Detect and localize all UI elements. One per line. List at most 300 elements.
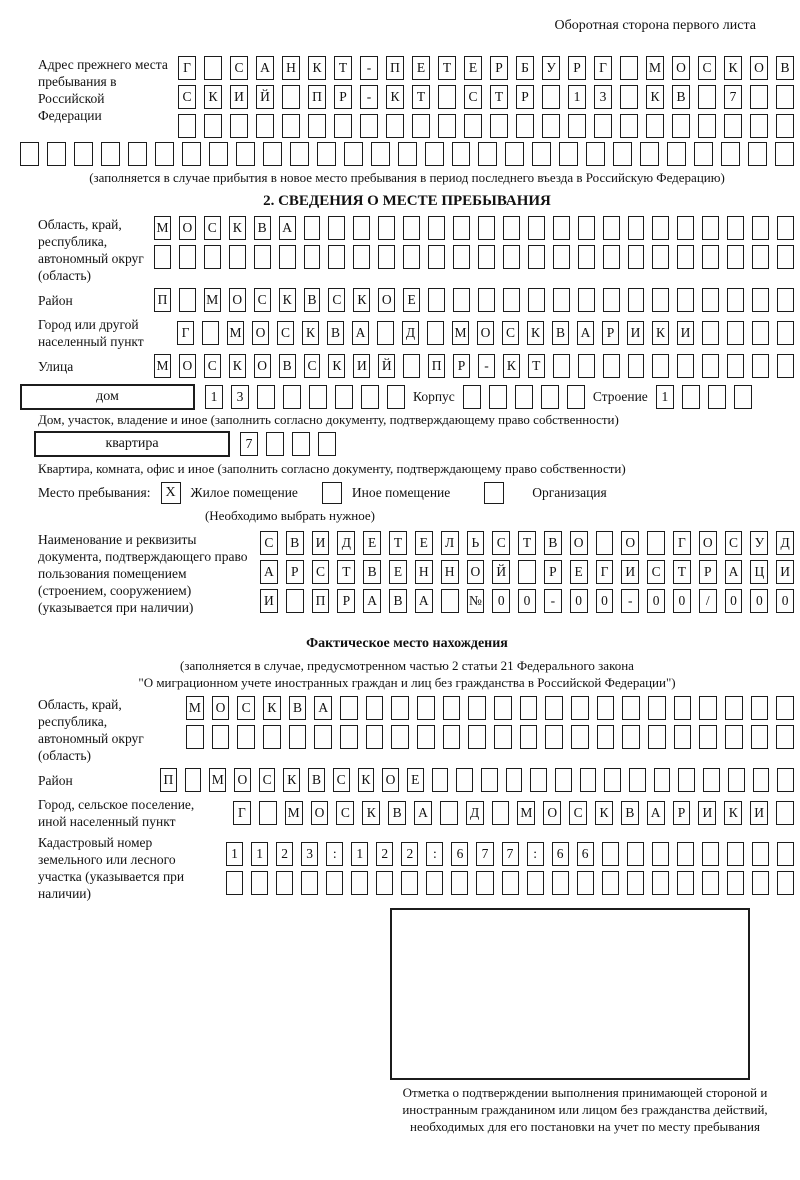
char-cell[interactable]: О [621,531,639,555]
char-cell[interactable] [672,114,690,138]
char-cell[interactable] [209,142,228,166]
char-cell[interactable] [627,842,644,866]
char-cell[interactable] [47,142,66,166]
char-cell[interactable]: : [326,842,343,866]
char-cell[interactable]: О [750,56,768,80]
char-cell[interactable] [596,531,614,555]
char-cell[interactable] [752,216,769,240]
char-cell[interactable] [702,321,719,345]
char-cell[interactable]: О [543,801,561,825]
char-cell[interactable] [628,354,645,378]
char-cell[interactable] [428,288,445,312]
char-cell[interactable] [371,142,390,166]
char-cell[interactable]: С [254,288,271,312]
char-cell[interactable] [179,245,196,269]
char-cell[interactable]: А [577,321,594,345]
char-cell[interactable] [677,354,694,378]
char-cell[interactable]: С [725,531,743,555]
char-cell[interactable]: В [308,768,325,792]
char-cell[interactable]: 3 [594,85,612,109]
char-cell[interactable] [20,142,39,166]
char-cell[interactable]: А [314,696,332,720]
char-cell[interactable]: С [204,216,221,240]
char-cell[interactable] [776,114,794,138]
char-cell[interactable] [528,288,545,312]
char-cell[interactable] [378,245,395,269]
char-cell[interactable] [304,245,321,269]
char-cell[interactable] [481,768,498,792]
char-cell[interactable]: П [312,589,330,613]
char-cell[interactable] [727,321,744,345]
char-cell[interactable]: С [259,768,276,792]
char-cell[interactable] [702,245,719,269]
char-cell[interactable]: - [360,85,378,109]
char-cell[interactable] [541,385,559,409]
char-cell[interactable]: К [229,354,246,378]
char-cell[interactable] [702,354,719,378]
char-cell[interactable] [282,114,300,138]
char-cell[interactable]: А [256,56,274,80]
char-cell[interactable]: М [227,321,244,345]
char-cell[interactable] [571,725,589,749]
char-cell[interactable] [251,871,268,895]
char-cell[interactable] [620,114,638,138]
char-cell[interactable]: У [750,531,768,555]
char-cell[interactable]: А [415,589,433,613]
char-cell[interactable] [326,871,343,895]
char-cell[interactable] [179,288,196,312]
char-cell[interactable]: - [478,354,495,378]
char-cell[interactable]: 0 [596,589,614,613]
char-cell[interactable] [567,385,585,409]
char-cell[interactable] [428,216,445,240]
char-cell[interactable] [417,696,435,720]
char-cell[interactable]: С [204,354,221,378]
char-cell[interactable]: С [260,531,278,555]
char-cell[interactable]: 0 [673,589,691,613]
char-cell[interactable]: О [229,288,246,312]
char-cell[interactable]: М [154,354,171,378]
char-cell[interactable] [752,871,769,895]
char-cell[interactable]: О [699,531,717,555]
char-cell[interactable]: В [254,216,271,240]
char-cell[interactable] [677,288,694,312]
char-cell[interactable] [678,768,695,792]
char-cell[interactable]: Е [363,531,381,555]
char-cell[interactable]: С [312,560,330,584]
char-cell[interactable] [182,142,201,166]
char-cell[interactable] [777,768,794,792]
char-cell[interactable] [276,871,293,895]
char-cell[interactable]: К [724,56,742,80]
char-cell[interactable] [702,842,719,866]
char-cell[interactable] [728,768,745,792]
char-cell[interactable] [698,85,716,109]
char-cell[interactable]: К [503,354,520,378]
char-cell[interactable] [286,589,304,613]
char-cell[interactable]: В [304,288,321,312]
char-cell[interactable] [426,871,443,895]
char-cell[interactable] [578,354,595,378]
char-cell[interactable]: А [414,801,432,825]
char-cell[interactable]: К [358,768,375,792]
char-cell[interactable]: № [467,589,485,613]
char-cell[interactable] [279,245,296,269]
char-cell[interactable]: 1 [568,85,586,109]
char-cell[interactable] [652,842,669,866]
char-cell[interactable]: М [154,216,171,240]
char-cell[interactable]: К [308,56,326,80]
char-cell[interactable]: О [382,768,399,792]
char-cell[interactable] [698,114,716,138]
char-cell[interactable]: 0 [750,589,768,613]
char-cell[interactable] [553,216,570,240]
char-cell[interactable]: Д [466,801,484,825]
char-cell[interactable]: В [286,531,304,555]
char-cell[interactable]: А [725,560,743,584]
char-cell[interactable]: О [477,321,494,345]
char-cell[interactable] [263,725,281,749]
char-cell[interactable] [428,245,445,269]
char-cell[interactable] [476,871,493,895]
char-cell[interactable]: К [527,321,544,345]
char-cell[interactable] [552,871,569,895]
char-cell[interactable] [340,696,358,720]
char-cell[interactable]: У [542,56,560,80]
char-cell[interactable] [559,142,578,166]
char-cell[interactable]: Т [528,354,545,378]
char-cell[interactable] [752,321,769,345]
char-cell[interactable] [314,725,332,749]
char-cell[interactable]: С [230,56,248,80]
char-cell[interactable]: М [186,696,204,720]
char-cell[interactable] [335,385,353,409]
char-cell[interactable]: И [353,354,370,378]
char-cell[interactable] [185,768,202,792]
char-cell[interactable] [777,321,794,345]
char-cell[interactable] [571,696,589,720]
char-cell[interactable] [694,142,713,166]
char-cell[interactable] [629,768,646,792]
char-cell[interactable]: В [388,801,406,825]
char-cell[interactable] [652,216,669,240]
char-cell[interactable]: 7 [476,842,493,866]
char-cell[interactable] [777,288,794,312]
char-cell[interactable] [652,871,669,895]
char-cell[interactable]: Р [490,56,508,80]
char-cell[interactable] [494,725,512,749]
char-cell[interactable] [377,321,394,345]
char-cell[interactable] [74,142,93,166]
char-cell[interactable]: А [260,560,278,584]
char-cell[interactable]: Й [378,354,395,378]
char-cell[interactable] [613,142,632,166]
char-cell[interactable]: Ц [750,560,768,584]
char-cell[interactable] [748,142,767,166]
char-cell[interactable] [128,142,147,166]
char-cell[interactable] [640,142,659,166]
char-cell[interactable]: С [178,85,196,109]
char-cell[interactable]: 1 [251,842,268,866]
char-cell[interactable]: К [386,85,404,109]
char-cell[interactable] [266,432,284,456]
char-cell[interactable]: Г [177,321,194,345]
char-cell[interactable]: И [260,589,278,613]
char-cell[interactable] [602,842,619,866]
char-cell[interactable]: П [154,288,171,312]
char-cell[interactable] [752,288,769,312]
char-cell[interactable] [555,768,572,792]
char-cell[interactable]: В [389,589,407,613]
char-cell[interactable]: К [646,85,664,109]
char-cell[interactable] [776,725,794,749]
char-cell[interactable] [361,385,379,409]
char-cell[interactable]: И [677,321,694,345]
char-cell[interactable] [282,85,300,109]
char-cell[interactable] [432,768,449,792]
char-cell[interactable]: С [492,531,510,555]
char-cell[interactable]: В [621,801,639,825]
char-cell[interactable] [204,245,221,269]
char-cell[interactable]: А [279,216,296,240]
char-cell[interactable]: М [209,768,226,792]
char-cell[interactable]: О [234,768,251,792]
char-cell[interactable] [648,696,666,720]
char-cell[interactable]: 6 [577,842,594,866]
char-cell[interactable] [750,114,768,138]
char-cell[interactable] [677,216,694,240]
char-cell[interactable] [515,385,533,409]
char-cell[interactable] [602,871,619,895]
char-cell[interactable] [412,114,430,138]
char-cell[interactable]: А [352,321,369,345]
char-cell[interactable] [520,696,538,720]
char-cell[interactable] [628,288,645,312]
char-cell[interactable] [646,114,664,138]
char-cell[interactable]: Й [492,560,510,584]
char-cell[interactable] [391,725,409,749]
char-cell[interactable] [229,245,246,269]
char-cell[interactable] [667,142,686,166]
char-cell[interactable] [101,142,120,166]
char-cell[interactable] [353,216,370,240]
char-cell[interactable] [752,354,769,378]
char-cell[interactable]: 0 [647,589,665,613]
char-cell[interactable]: - [360,56,378,80]
char-cell[interactable] [528,216,545,240]
char-cell[interactable] [528,245,545,269]
char-cell[interactable]: 2 [376,842,393,866]
char-cell[interactable] [727,216,744,240]
char-cell[interactable] [254,245,271,269]
char-cell[interactable] [725,725,743,749]
char-cell[interactable]: А [363,589,381,613]
char-cell[interactable] [647,531,665,555]
char-cell[interactable]: К [652,321,669,345]
char-cell[interactable]: К [595,801,613,825]
char-cell[interactable]: - [544,589,562,613]
char-cell[interactable] [708,385,726,409]
char-cell[interactable]: К [229,216,246,240]
char-cell[interactable] [453,216,470,240]
char-cell[interactable] [441,589,459,613]
char-cell[interactable]: И [627,321,644,345]
char-cell[interactable] [652,288,669,312]
char-cell[interactable]: Р [286,560,304,584]
char-cell[interactable]: 1 [226,842,243,866]
char-cell[interactable]: Т [389,531,407,555]
char-cell[interactable]: М [452,321,469,345]
char-cell[interactable] [652,245,669,269]
char-cell[interactable] [236,142,255,166]
char-cell[interactable] [478,245,495,269]
char-cell[interactable] [317,142,336,166]
char-cell[interactable]: Д [337,531,355,555]
char-cell[interactable]: С [336,801,354,825]
char-cell[interactable]: Й [256,85,274,109]
char-cell[interactable] [366,725,384,749]
char-cell[interactable] [750,85,768,109]
char-cell[interactable] [386,114,404,138]
char-cell[interactable] [353,245,370,269]
char-cell[interactable] [702,288,719,312]
char-cell[interactable] [292,432,310,456]
char-cell[interactable] [594,114,612,138]
char-cell[interactable] [464,114,482,138]
char-cell[interactable] [463,385,481,409]
char-cell[interactable] [777,842,794,866]
char-cell[interactable] [654,768,671,792]
char-cell[interactable] [603,216,620,240]
char-cell[interactable] [777,216,794,240]
char-cell[interactable]: Е [407,768,424,792]
char-cell[interactable] [289,725,307,749]
char-cell[interactable] [398,142,417,166]
char-cell[interactable] [403,245,420,269]
char-cell[interactable]: К [328,354,345,378]
char-cell[interactable] [751,725,769,749]
char-cell[interactable] [628,216,645,240]
char-cell[interactable] [154,245,171,269]
char-cell[interactable]: О [570,531,588,555]
char-cell[interactable]: П [428,354,445,378]
char-cell[interactable] [734,385,752,409]
char-cell[interactable] [301,871,318,895]
char-cell[interactable] [366,696,384,720]
char-cell[interactable]: И [698,801,716,825]
char-cell[interactable] [440,801,458,825]
char-cell[interactable] [578,245,595,269]
char-cell[interactable]: М [285,801,303,825]
char-cell[interactable] [627,871,644,895]
char-cell[interactable]: В [672,85,690,109]
char-cell[interactable] [318,432,336,456]
char-cell[interactable] [478,288,495,312]
char-cell[interactable] [489,385,507,409]
char-cell[interactable]: 0 [518,589,536,613]
char-cell[interactable] [401,871,418,895]
char-cell[interactable] [518,560,536,584]
char-cell[interactable]: Т [490,85,508,109]
char-cell[interactable] [542,114,560,138]
char-cell[interactable] [226,871,243,895]
char-cell[interactable]: С [698,56,716,80]
char-cell[interactable] [578,288,595,312]
char-cell[interactable]: Р [544,560,562,584]
char-cell[interactable]: О [179,354,196,378]
char-cell[interactable] [568,114,586,138]
char-cell[interactable]: О [311,801,329,825]
char-cell[interactable]: Р [568,56,586,80]
char-cell[interactable] [674,696,692,720]
char-cell[interactable]: М [517,801,535,825]
char-cell[interactable]: В [363,560,381,584]
char-cell[interactable]: В [544,531,562,555]
char-cell[interactable]: Т [412,85,430,109]
char-cell[interactable]: Д [776,531,794,555]
char-cell[interactable]: И [230,85,248,109]
char-cell[interactable] [453,288,470,312]
char-cell[interactable]: Р [673,801,691,825]
char-cell[interactable]: Р [453,354,470,378]
char-cell[interactable]: 2 [276,842,293,866]
char-cell[interactable]: М [204,288,221,312]
char-cell[interactable] [586,142,605,166]
char-cell[interactable] [506,768,523,792]
stay-option-residential-checkbox[interactable]: X [161,482,181,504]
char-cell[interactable] [777,354,794,378]
char-cell[interactable]: С [333,768,350,792]
char-cell[interactable] [344,142,363,166]
char-cell[interactable]: Б [516,56,534,80]
char-cell[interactable] [351,871,368,895]
char-cell[interactable]: С [569,801,587,825]
char-cell[interactable]: И [621,560,639,584]
char-cell[interactable]: Р [334,85,352,109]
char-cell[interactable] [775,142,794,166]
char-cell[interactable]: И [750,801,768,825]
char-cell[interactable]: 6 [451,842,468,866]
char-cell[interactable] [505,142,524,166]
char-cell[interactable]: В [279,354,296,378]
char-cell[interactable] [290,142,309,166]
char-cell[interactable]: В [289,696,307,720]
char-cell[interactable]: О [212,696,230,720]
char-cell[interactable] [334,114,352,138]
char-cell[interactable]: В [776,56,794,80]
char-cell[interactable] [503,245,520,269]
char-cell[interactable]: С [502,321,519,345]
char-cell[interactable]: Т [438,56,456,80]
char-cell[interactable] [628,245,645,269]
char-cell[interactable]: К [724,801,742,825]
char-cell[interactable] [503,216,520,240]
char-cell[interactable] [603,354,620,378]
char-cell[interactable] [443,725,461,749]
char-cell[interactable]: Е [389,560,407,584]
char-cell[interactable] [727,871,744,895]
char-cell[interactable]: 0 [492,589,510,613]
char-cell[interactable]: О [179,216,196,240]
char-cell[interactable] [727,288,744,312]
char-cell[interactable] [202,321,219,345]
char-cell[interactable] [237,725,255,749]
char-cell[interactable] [699,696,717,720]
char-cell[interactable] [328,245,345,269]
char-cell[interactable]: Г [594,56,612,80]
char-cell[interactable]: Е [412,56,430,80]
char-cell[interactable] [622,725,640,749]
